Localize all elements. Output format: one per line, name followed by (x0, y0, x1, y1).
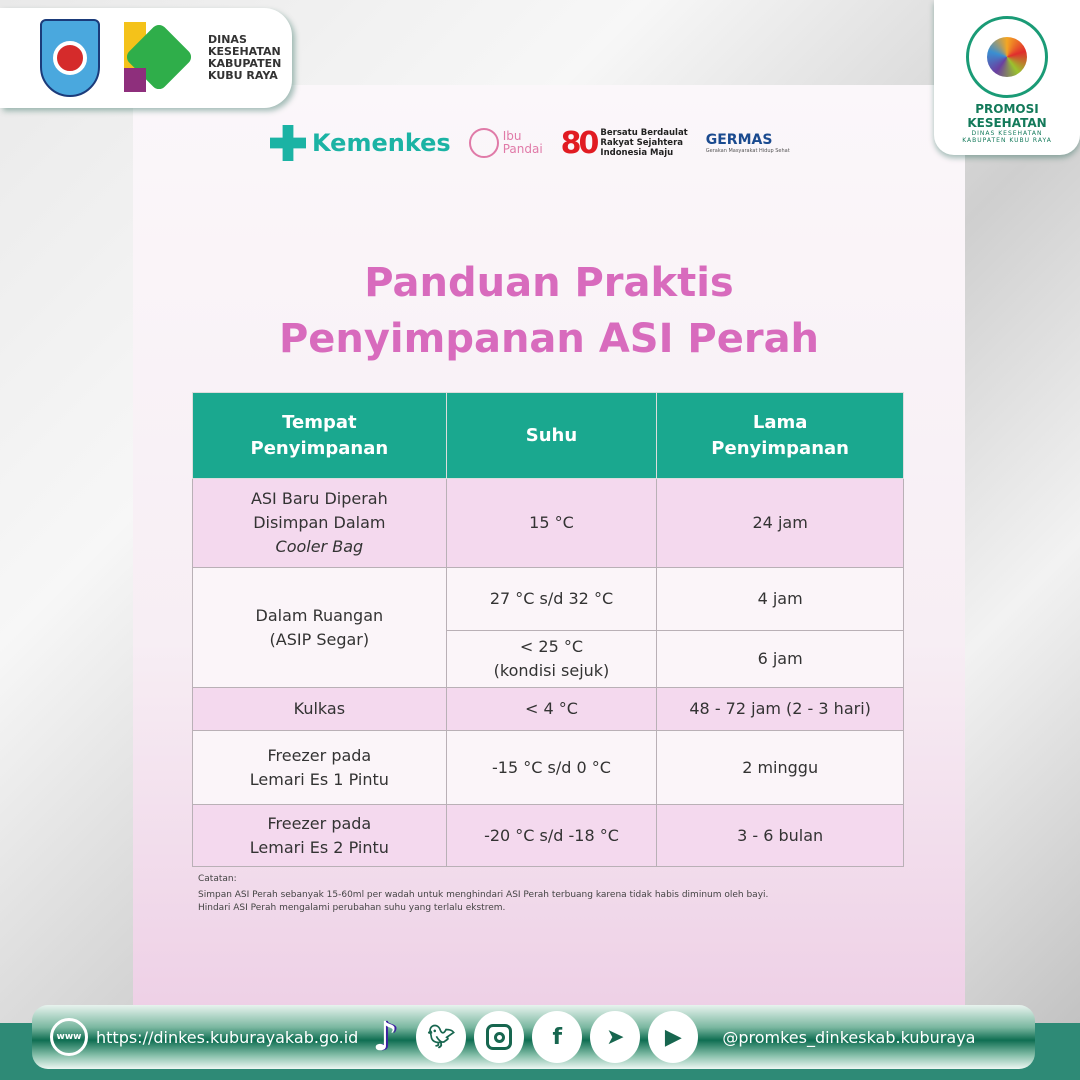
cell-duration: 4 jam (657, 568, 904, 631)
ibu-text: Ibu (502, 129, 522, 143)
tiktok-icon[interactable]: ♪ (372, 1014, 398, 1060)
germas-logo (706, 132, 790, 154)
dinas-line: KABUPATEN (208, 57, 282, 70)
dinas-line: KESEHATAN (208, 45, 281, 58)
table-row (193, 731, 904, 805)
dinas-line: KUBU RAYA (208, 69, 278, 82)
page-title (133, 255, 965, 367)
dinas-name (208, 34, 281, 82)
storage-table (192, 392, 904, 867)
ri-line: Rakyat Sejahtera (600, 138, 683, 148)
footer-contact-bar (32, 1005, 1035, 1069)
notes (198, 873, 768, 915)
kabupaten-emblem (40, 19, 100, 97)
youtube-icon[interactable]: ▶ (648, 1011, 698, 1063)
twitter-icon[interactable]: 🐦︎ (416, 1011, 466, 1063)
partner-logos (270, 118, 810, 168)
website-link[interactable]: https://dinkes.kuburayakab.go.id (96, 1027, 359, 1047)
ibu-pandai-icon (469, 128, 499, 158)
cell-place: Freezer pada Lemari Es 1 Pintu (193, 731, 447, 805)
germas-sub: Gerakan Masyarakat Hidup Sehat (705, 148, 790, 154)
ri-line: Indonesia Maju (600, 148, 674, 158)
telegram-icon[interactable]: ➤ (590, 1011, 640, 1063)
globe-icon: www (50, 1018, 88, 1056)
table-row (193, 479, 904, 568)
cell-temp: < 4 °C (446, 688, 657, 731)
cell-temp: -20 °C s/d -18 °C (446, 805, 657, 867)
cell-place: Kulkas (193, 688, 447, 731)
cell-duration: 2 minggu (657, 731, 904, 805)
note-line: Simpan ASI Perah sebanyak 15-60ml per wadah untuk menghindari ASI Perah terbuang karena tidak habis diminum oleh bayi. (198, 890, 769, 900)
promkes-title: PROMOSI KESEHATAN (967, 102, 1047, 130)
promkes-emblem (966, 16, 1048, 98)
ri-line: Bersatu Berdaulat (600, 128, 688, 138)
dinas-line: DINAS (208, 33, 247, 46)
ri80-logo (561, 126, 688, 161)
cell-temp: 15 °C (446, 479, 657, 568)
social-handle[interactable]: @promkes_dinkeskab.kuburaya (722, 1027, 976, 1047)
cell-temp: -15 °C s/d 0 °C (446, 731, 657, 805)
promkes-sub: KABUPATEN KUBU RAYA (962, 137, 1052, 144)
kemenkes-text: Kemenkes (312, 129, 451, 157)
cell-duration: 48 - 72 jam (2 - 3 hari) (657, 688, 904, 731)
title-line: Penyimpanan ASI Perah (278, 316, 820, 362)
cell-temp: 27 °C s/d 32 °C (446, 568, 657, 631)
header-place: Tempat Penyimpanan (193, 393, 447, 479)
cell-temp: < 25 °C (kondisi sejuk) (446, 631, 657, 688)
cell-duration: 3 - 6 bulan (657, 805, 904, 867)
agency-logo-bar (0, 8, 292, 108)
dinkes-logo (124, 22, 184, 94)
cell-place: Freezer pada Lemari Es 2 Pintu (193, 805, 447, 867)
title-line: Panduan Praktis (364, 260, 734, 306)
ri80-number: 80 (560, 125, 597, 161)
facebook-icon[interactable]: f (532, 1011, 582, 1063)
germas-text: GERMAS (705, 132, 773, 148)
table-row (193, 805, 904, 867)
instagram-icon[interactable] (474, 1011, 524, 1063)
kemenkes-logo (270, 125, 451, 161)
promkes-sub: DINAS KESEHATAN (971, 130, 1043, 137)
cell-place: Dalam Ruangan (ASIP Segar) (193, 568, 447, 688)
table-header (193, 393, 904, 479)
cell-place: ASI Baru Diperah Disimpan Dalam Cooler Bag (193, 479, 447, 568)
note-label: Catatan: (198, 874, 237, 884)
pandai-text: Pandai (502, 142, 543, 156)
table-row (193, 688, 904, 731)
note-line: Hindari ASI Perah mengalami perubahan suhu yang terlalu ekstrem. (198, 903, 506, 913)
cell-duration: 6 jam (657, 631, 904, 688)
table-row (193, 568, 904, 631)
header-duration: Lama Penyimpanan (657, 393, 904, 479)
kemenkes-icon (270, 125, 306, 161)
ibu-pandai-logo (469, 128, 543, 158)
promkes-logo (934, 0, 1080, 155)
cell-duration: 24 jam (657, 479, 904, 568)
header-temp: Suhu (446, 393, 657, 479)
